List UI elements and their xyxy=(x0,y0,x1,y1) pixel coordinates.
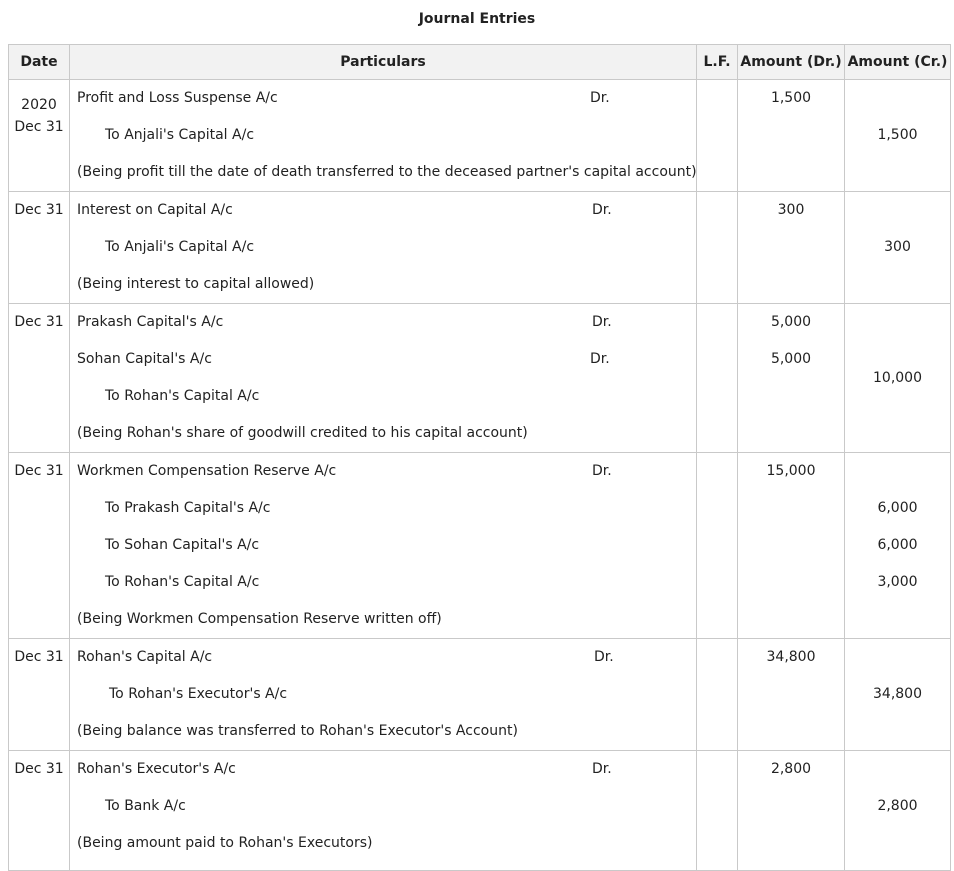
entry-lf xyxy=(697,192,738,304)
debit-amount-1: 5,000 xyxy=(770,314,812,330)
debit-account: Rohan's Capital A/c xyxy=(77,649,213,665)
credit-account: To Bank A/c xyxy=(105,798,186,814)
narration: (Being Workmen Compensation Reserve written off) xyxy=(77,611,442,627)
entry-year: 2020 xyxy=(21,97,57,113)
debit-account: Profit and Loss Suspense A/c xyxy=(77,90,278,106)
entry-amount-cr xyxy=(845,639,951,751)
entry-particulars xyxy=(70,192,697,304)
credit-amount-2: 6,000 xyxy=(877,537,918,553)
dr-mark: Dr. xyxy=(592,463,612,479)
credit-account: To Anjali's Capital A/c xyxy=(105,127,255,143)
credit-amount: 1,500 xyxy=(877,127,918,143)
entry-amount-cr xyxy=(845,453,951,639)
entry-date xyxy=(9,192,70,304)
entry-lf xyxy=(697,80,738,192)
journal-entry xyxy=(9,751,951,871)
entry-amount-dr xyxy=(738,192,845,304)
dr-mark: Dr. xyxy=(592,314,612,330)
journal-entry xyxy=(9,80,951,192)
debit-account: Rohan's Executor's A/c xyxy=(77,761,236,777)
credit-account-3: To Rohan's Capital A/c xyxy=(105,574,260,590)
entry-amount-dr xyxy=(738,304,845,453)
entry-lf xyxy=(697,751,738,871)
dr-mark: Dr. xyxy=(590,90,610,106)
credit-amount: 10,000 xyxy=(873,369,922,386)
narration: (Being Rohan's share of goodwill credited to his capital account) xyxy=(77,425,528,441)
dr-mark: Dr. xyxy=(590,351,610,367)
debit-account: Workmen Compensation Reserve A/c xyxy=(77,463,337,479)
journal-entry xyxy=(9,453,951,639)
entry-lf xyxy=(697,639,738,751)
entry-lf xyxy=(697,453,738,639)
debit-amount: 1,500 xyxy=(770,90,812,106)
entry-date xyxy=(9,639,70,751)
journal-entry xyxy=(9,192,951,304)
journal-entry xyxy=(9,639,951,751)
entry-day: Dec 31 xyxy=(14,463,64,479)
credit-amount-3: 3,000 xyxy=(877,574,918,590)
credit-amount: 2,800 xyxy=(877,798,918,814)
debit-amount: 34,800 xyxy=(766,649,816,665)
dr-mark: Dr. xyxy=(592,761,612,777)
narration: (Being interest to capital allowed) xyxy=(77,276,315,292)
narration: (Being profit till the date of death transferred to the deceased partner's capital account) xyxy=(77,164,697,180)
credit-amount-1: 6,000 xyxy=(877,500,918,516)
debit-account-2: Sohan Capital's A/c xyxy=(77,351,212,367)
header-lf: L.F. xyxy=(697,45,738,80)
credit-amount: 34,800 xyxy=(873,686,922,702)
header-amount-cr: Amount (Cr.) xyxy=(845,45,951,80)
entry-day: Dec 31 xyxy=(14,202,64,218)
debit-amount: 2,800 xyxy=(770,761,812,777)
entry-day: Dec 31 xyxy=(14,649,64,665)
debit-account: Interest on Capital A/c xyxy=(77,202,233,218)
debit-amount-2: 5,000 xyxy=(770,351,812,367)
entry-amount-dr xyxy=(738,751,845,871)
debit-account-1: Prakash Capital's A/c xyxy=(77,314,224,330)
header-amount-dr: Amount (Dr.) xyxy=(738,45,845,80)
entry-amount-cr xyxy=(845,304,951,453)
credit-amount: 300 xyxy=(884,239,911,255)
entry-date xyxy=(9,304,70,453)
entry-amount-dr xyxy=(738,80,845,192)
credit-account: To Rohan's Capital A/c xyxy=(105,388,260,404)
entry-amount-cr xyxy=(845,192,951,304)
credit-account: To Rohan's Executor's A/c xyxy=(109,686,288,702)
entry-date xyxy=(9,80,70,192)
entry-day: Dec 31 xyxy=(14,119,64,135)
journal-table xyxy=(8,44,951,871)
table-header-row xyxy=(9,45,951,80)
entry-particulars xyxy=(70,80,697,192)
narration: (Being balance was transferred to Rohan's Executor's Account) xyxy=(77,723,518,739)
entry-amount-cr xyxy=(845,751,951,871)
entry-particulars xyxy=(70,453,697,639)
entry-day: Dec 31 xyxy=(14,314,64,330)
entry-date xyxy=(9,751,70,871)
entry-lf xyxy=(697,304,738,453)
entry-particulars xyxy=(70,639,697,751)
entry-particulars xyxy=(70,751,697,871)
narration: (Being amount paid to Rohan's Executors) xyxy=(77,835,373,851)
header-date: Date xyxy=(9,45,70,80)
credit-account-2: To Sohan Capital's A/c xyxy=(105,537,260,553)
entry-date xyxy=(9,453,70,639)
entry-particulars xyxy=(70,304,697,453)
header-particulars: Particulars xyxy=(70,45,697,80)
debit-amount: 15,000 xyxy=(766,463,816,479)
debit-amount: 300 xyxy=(777,202,805,218)
credit-account: To Anjali's Capital A/c xyxy=(105,239,255,255)
page-title: Journal Entries xyxy=(418,11,536,27)
entry-day: Dec 31 xyxy=(14,761,64,777)
credit-account-1: To Prakash Capital's A/c xyxy=(105,500,271,516)
entry-amount-dr xyxy=(738,453,845,639)
journal-entry xyxy=(9,304,951,453)
entry-amount-dr xyxy=(738,639,845,751)
entry-amount-cr xyxy=(845,80,951,192)
dr-mark: Dr. xyxy=(594,649,614,665)
dr-mark: Dr. xyxy=(592,202,612,218)
